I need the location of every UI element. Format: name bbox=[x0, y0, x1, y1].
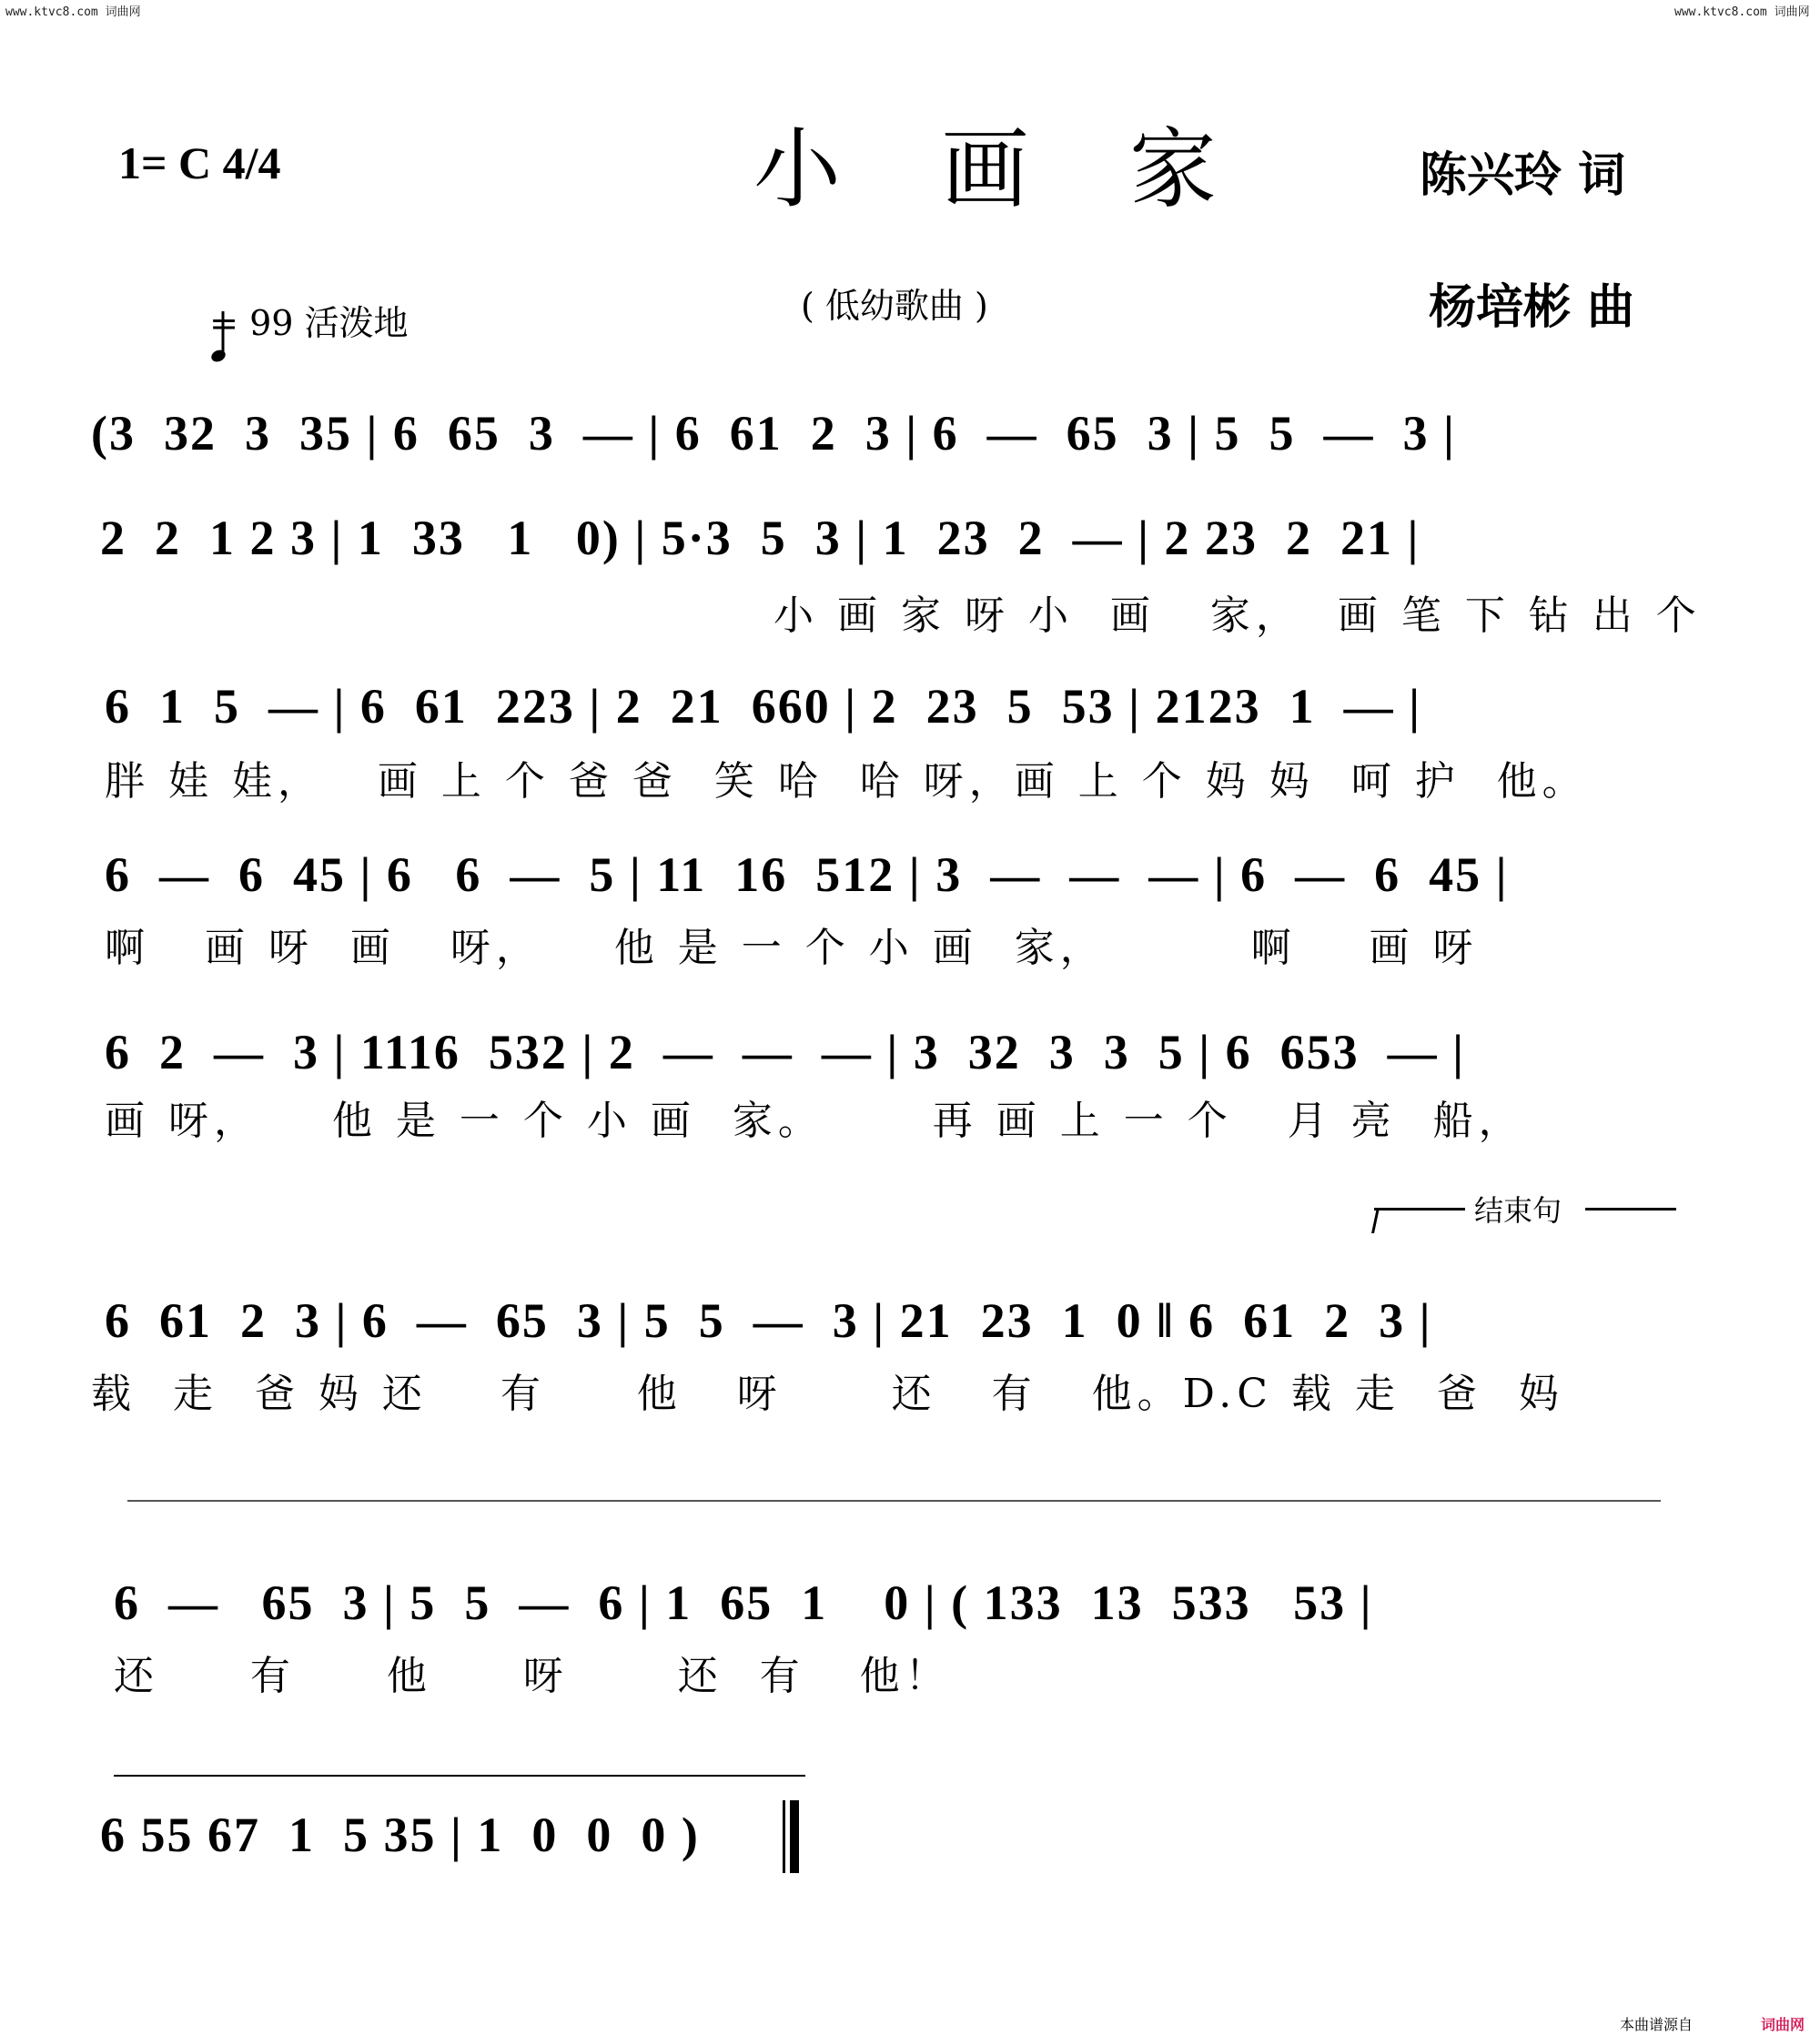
section-divider bbox=[127, 1500, 1661, 1502]
tempo-text: = 99 活泼地 bbox=[209, 303, 409, 343]
coda-slur-line bbox=[114, 1775, 805, 1777]
quarter-note-icon bbox=[191, 290, 209, 345]
song-subtitle: ( 低幼歌曲 ) bbox=[801, 286, 988, 326]
notes-line-8: 6 55 67 1 5 35 | 1 0 0 0 ) bbox=[100, 1808, 700, 1862]
lyrics-line-4: 啊 画 呀 画 呀， 他 是 一 个 小 画 家， 啊 画 呀 bbox=[105, 925, 1479, 971]
footer-source: 本曲谱源自 bbox=[1620, 2016, 1694, 2033]
composer-credit: 杨培彬 曲 bbox=[1429, 279, 1635, 335]
final-barline-icon bbox=[783, 1800, 810, 1873]
key-signature: 1= C 4/4 bbox=[118, 137, 281, 188]
notes-line-2: 2 2 1 2 3 | 1 33 1 0) | 5·3 5 3 | 1 23 2 — | 2 23 2 21 | bbox=[100, 511, 1421, 565]
song-title: 小 画 家 bbox=[753, 118, 1254, 220]
notes-line-5: 6 2 — 3 | 1116 532 | 2 — — — | 3 32 3 3 5 | 6 653 — | bbox=[105, 1025, 1465, 1079]
notes-line-7: 6 — 65 3 | 5 5 — 6 | 1 65 1 0 | ( 133 13 533 53 | bbox=[114, 1575, 1373, 1630]
lyrics-line-2: 小 画 家 呀 小 画 家， 画 笔 下 钻 出 个 bbox=[774, 593, 1702, 639]
notes-line-6: 6 61 2 3 | 6 — 65 3 | 5 5 — 3 | 21 23 1 0 ‖ 6 61 2 3 | bbox=[105, 1293, 1432, 1348]
lyrics-line-3: 胖 娃 娃， 画 上 个 爸 爸 笑 哈 哈 呀，画 上 个 妈 妈 呵 护 他。 bbox=[105, 758, 1588, 805]
notes-line-4: 6 — 6 45 | 6 6 — 5 | 11 16 512 | 3 — — — | 6 — 6 45 | bbox=[105, 847, 1509, 902]
watermark-left: www.ktvc8.com 词曲网 bbox=[5, 5, 141, 19]
footer-brand-link[interactable]: 词曲网 bbox=[1761, 2016, 1805, 2033]
notes-line-1: (3 32 3 35 | 6 65 3 — | 6 61 2 3 | 6 — 65 3 | 5 5 — 3 | bbox=[91, 406, 1456, 461]
lyrics-line-5: 画 呀， 他 是 一 个 小 画 家。 再 画 上 一 个 月 亮 船， bbox=[105, 1098, 1524, 1144]
lyrics-line-7: 还 有 他 呀 还 有 他！ bbox=[114, 1653, 951, 1699]
watermark-right: www.ktvc8.com 词曲网 bbox=[1674, 5, 1810, 19]
ending-label: 结束句 bbox=[1474, 1193, 1562, 1228]
notes-line-3: 6 1 5 — | 6 61 223 | 2 21 660 | 2 23 5 53 | 2123 1 — | bbox=[105, 679, 1421, 734]
tempo-marking bbox=[182, 273, 409, 345]
ending-marker bbox=[1374, 1188, 1679, 1233]
lyrics-line-6: 载 走 爸 妈 还 有 他 呀 还 有 他。D.C 载 走 爸 妈 bbox=[91, 1371, 1564, 1417]
lyricist-credit: 陈兴玲 词 bbox=[1420, 147, 1626, 203]
